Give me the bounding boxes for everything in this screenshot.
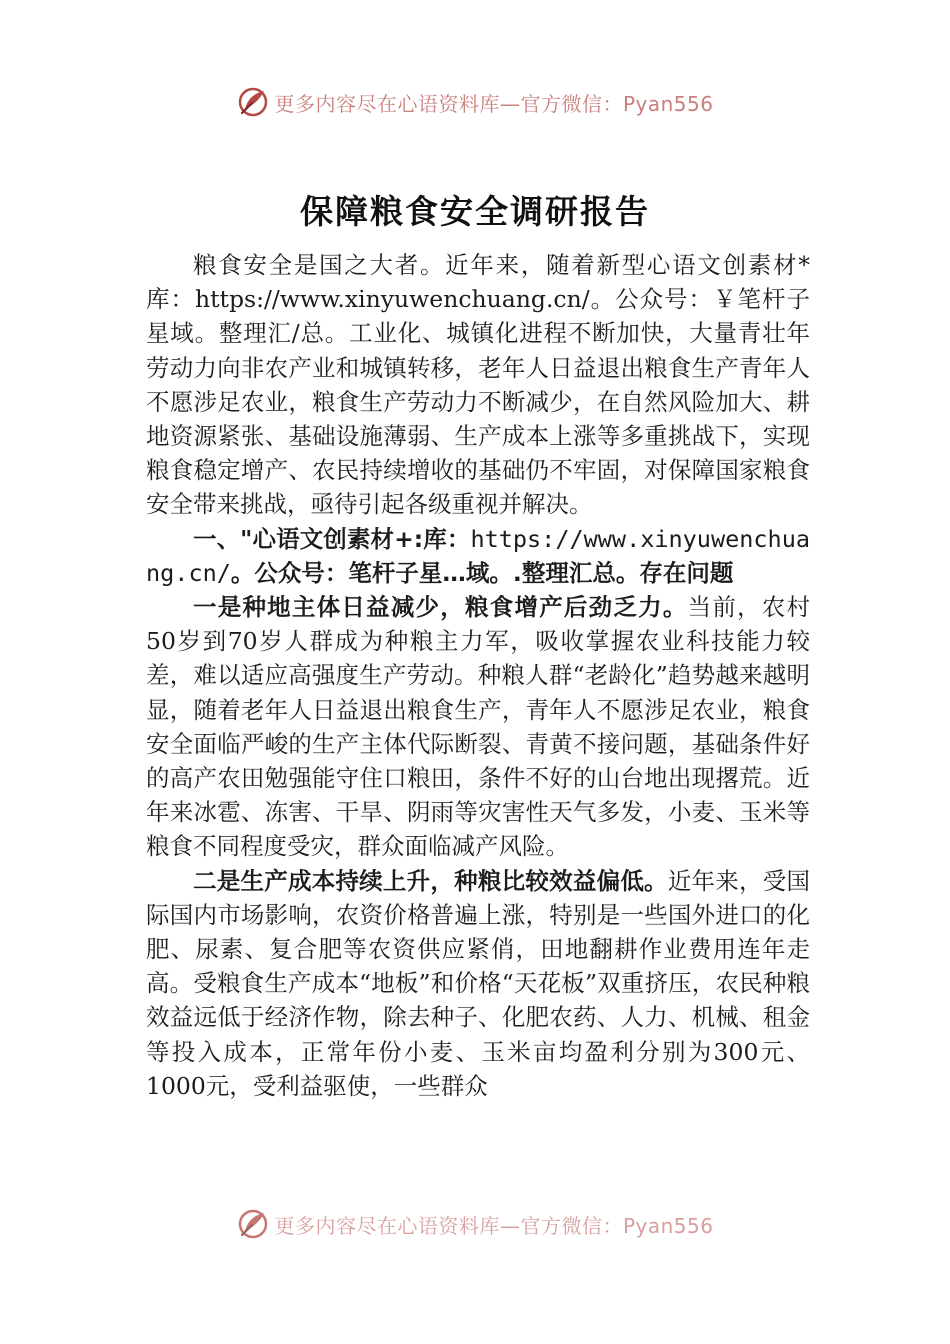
leaf-logo-icon [236, 85, 270, 119]
section-heading-prefix: 一、"心语文创素材+:库： [193, 524, 471, 553]
body-paragraph-2 [146, 864, 810, 1103]
leaf-logo-icon [236, 1207, 270, 1241]
document-title: 保障粮食安全调研报告 [300, 192, 650, 231]
section-heading-suffix: 。公众号：笔杆子星…域。.整理汇总。存在问题 [230, 558, 734, 587]
watermark-text: 更多内容尽在心语资料库—官方微信：Pyan556 [274, 1213, 714, 1238]
paragraph-lead: 一是种地主体日益减少，粮食增产后劲乏力。 [193, 593, 688, 622]
watermark-banner-bottom [0, 1204, 950, 1244]
section-heading-url: https://www.xinyuwenchuang.cn/ [146, 524, 810, 587]
watermark-banner-top [0, 82, 950, 122]
section-heading [146, 522, 810, 590]
paragraph-lead: 二是生产成本持续上升，种粮比较效益偏低。 [193, 866, 668, 895]
document-body [146, 248, 810, 1103]
paragraph-text: 当前，农村50岁到70岁人群成为种粮主力军，吸收掌握农业科技能力较差，难以适应高强度生产劳动。种粮人群“老龄化”趋势越来越明显，随着老年人日益退出粮食生产，青年人不愿涉足农业，粮食安全面临严峻的生产主体代际断裂、青黄不接问题，基础条件好的高产农田勉强能守住口粮田，条件不好的山台地出现撂荒。近年来冰雹、冻害、干旱、阴雨等灾害性天气多发，小麦、玉米等粮食不同程度受灾，群众面临减产风险。 [146, 593, 811, 861]
intro-paragraph: 粮食安全是国之大者。近年来，随着新型心语文创素材*库：https://www.xinyuwenchuang.cn/。公众号：￥笔杆子星域。整理汇/总。工业化、城镇化进程不断加快，大量青壮年劳动力向非农产业和城镇转移，老年人日益退出粮食生产青年人不愿涉足农业，粮食生产劳动力不断减少，在自然风险加大、耕地资源紧张、基础设施薄弱、生产成本上涨等多重挑战下，实现粮食稳定增产、农民持续增收的基础仍不牢固，对保障国家粮食安全带来挑战，亟待引起各级重视并解决。 [146, 251, 810, 519]
body-paragraph-1 [146, 590, 810, 864]
paragraph-text: 近年来，受国际国内市场影响，农资价格普遍上涨，特别是一些国外进口的化肥、尿素、复合肥等农资供应紧俏，田地翻耕作业费用连年走高。受粮食生产成本“地板”和价格“天花板”双重挤压，农民种粮效益远低于经济作物，除去种子、化肥农药、人力、机械、租金等投入成本，正常年份小麦、玉米亩均盈利分别为300元、1000元，受利益驱使，一些群众 [146, 866, 811, 1100]
watermark-text: 更多内容尽在心语资料库—官方微信：Pyan556 [274, 91, 714, 116]
